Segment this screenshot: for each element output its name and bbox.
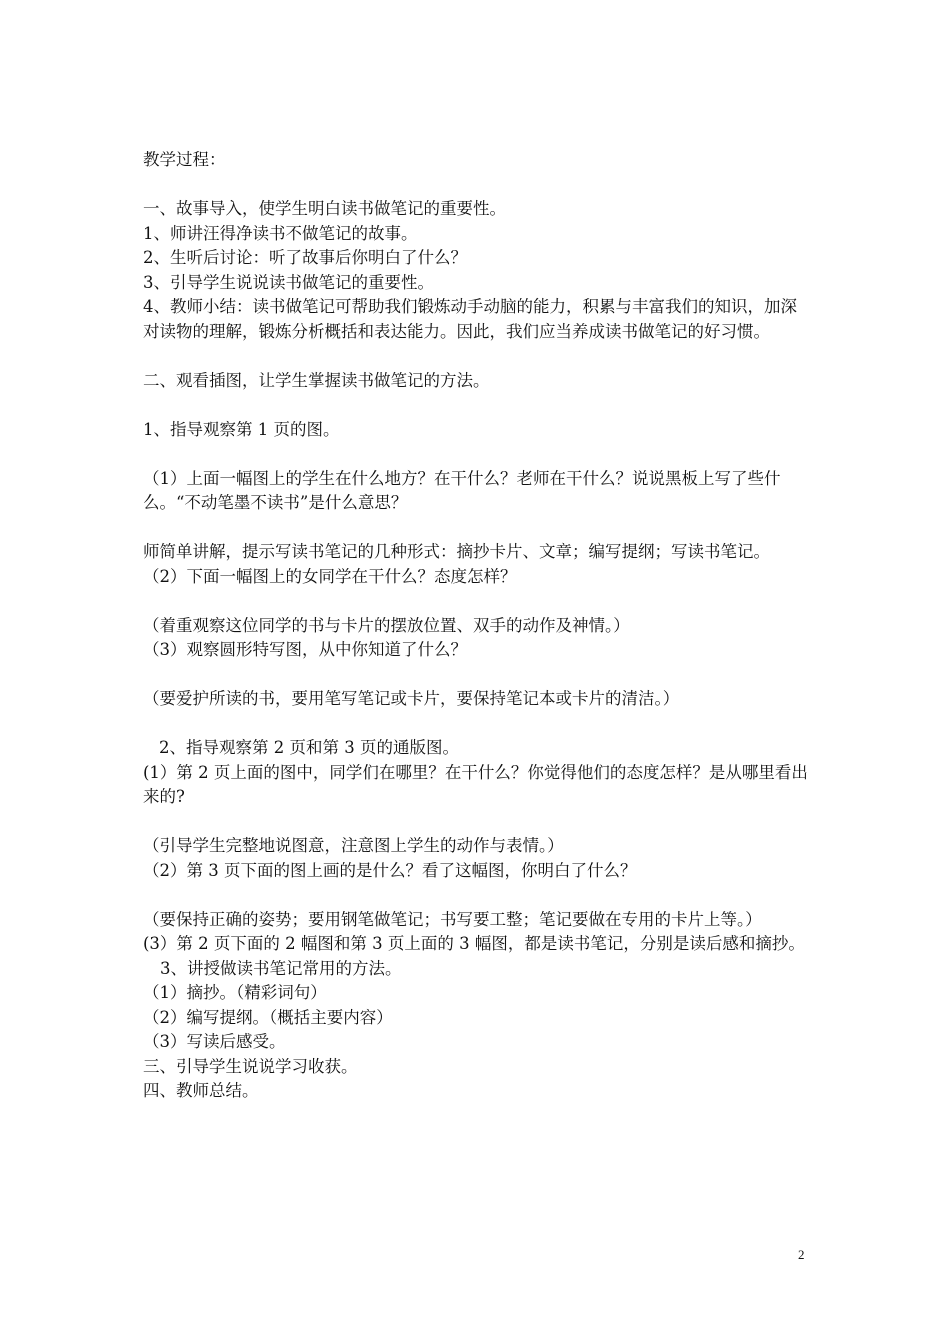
spacer xyxy=(143,663,811,688)
part2-sub2-title: 2、指导观察第 2 页和第 3 页的通版图。 xyxy=(159,738,459,757)
part2-sub1-explanation: 师简单讲解，提示写读书笔记的几种形式：摘抄卡片、文章；编写提纲；写读书笔记。 xyxy=(143,542,770,561)
part2-sub1-question-2: （2）下面一幅图上的女同学在干什么？态度怎样？ xyxy=(143,566,517,586)
spacer xyxy=(143,589,811,614)
page-number: 2 xyxy=(798,1247,805,1262)
part2-sub2-question-2: （2）第 3 页下面的图上画的是什么？看了这幅图，你明白了什么？ xyxy=(143,860,637,880)
part2-sub1-question-1: （1）上面一幅图上的学生在什么地方？在干什么？老师在干什么？说说黑板上写了些什么。“不动笔墨不读书”是什么意思？ xyxy=(143,468,781,512)
section-heading: 教学过程： xyxy=(143,150,226,169)
spacer xyxy=(143,442,811,467)
part2-sub3-item-2: （2）编写提纲。（概括主要内容） xyxy=(143,1007,393,1027)
part2-sub3-item-3: （3）写读后感受。 xyxy=(143,1032,286,1051)
part2-sub1-answer-3: （要爱护所读的书，要用笔写笔记或卡片，要保持笔记本或卡片的清洁。） xyxy=(143,689,680,708)
part3-title: 三、引导学生说说学习收获。 xyxy=(143,1056,358,1076)
part2-sub1-question-3: （3）观察圆形特写图，从中你知道了什么？ xyxy=(143,640,467,659)
part2-sub2-question-1: (1）第 2 页上面的图中，同学们在哪里？在干什么？你觉得他们的态度怎样？是从哪里看出来的? xyxy=(143,762,808,806)
spacer xyxy=(143,883,811,908)
spacer xyxy=(143,712,811,737)
part1-item-3: 3、引导学生说说读书做笔记的重要性。 xyxy=(143,272,434,292)
spacer xyxy=(143,810,811,835)
spacer xyxy=(143,393,811,418)
part1-item-1: 1、师讲汪得净读书不做笔记的故事。 xyxy=(143,223,418,243)
part2-sub1-title: 1、指导观察第 1 页的图。 xyxy=(143,419,340,439)
part2-sub3-item-1: （1）摘抄。（精彩词句） xyxy=(143,983,327,1002)
spacer xyxy=(143,344,811,369)
part2-sub2-question-3: (3）第 2 页下面的 2 幅图和第 3 页上面的 3 幅图，都是读书笔记，分别是读后感和摘抄。 xyxy=(143,934,805,953)
spacer xyxy=(143,173,811,198)
part2-sub2-answer-2: （要保持正确的姿势；要用钢笔做笔记；书写要工整；笔记要做在专用的卡片上等。） xyxy=(143,909,762,929)
part4-title: 四、教师总结。 xyxy=(143,1081,259,1100)
part1-item-4: 4、教师小结：读书做笔记可帮助我们锻炼动手动脑的能力，积累与丰富我们的知识，加深对读物的理解，锻炼分析概括和表达能力。因此，我们应当养成读书做笔记的好习惯。 xyxy=(143,297,797,341)
spacer xyxy=(143,516,811,541)
part2-sub3-title: 3、讲授做读书笔记常用的方法。 xyxy=(160,958,402,978)
document-body xyxy=(143,148,811,1104)
part2-sub2-answer-1: （引导学生完整地说图意，注意图上学生的动作与表情。） xyxy=(143,836,564,855)
part1-item-2: 2、生听后讨论：听了故事后你明白了什么？ xyxy=(143,248,467,267)
part2-sub1-answer-2: （着重观察这位同学的书与卡片的摆放位置、双手的动作及神情。） xyxy=(143,615,630,635)
part2-title: 二、观看插图，让学生掌握读书做笔记的方法。 xyxy=(143,370,490,390)
part1-title: 一、故事导入，使学生明白读书做笔记的重要性。 xyxy=(143,199,506,218)
